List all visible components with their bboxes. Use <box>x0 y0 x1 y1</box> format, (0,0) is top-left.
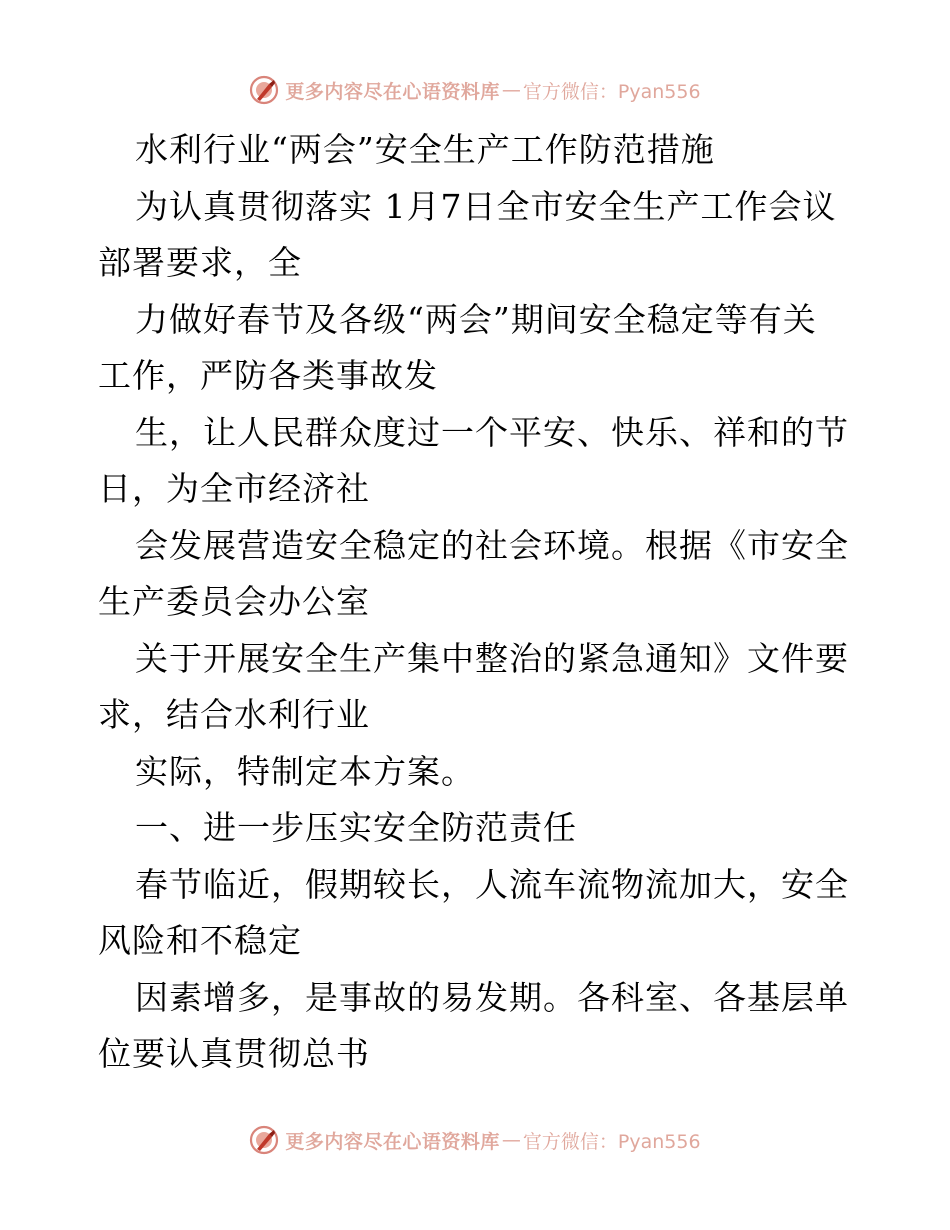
text-line: 力做好春节及各级“两会”期间安全稳定等有关 <box>135 299 817 339</box>
header-banner <box>0 70 950 110</box>
document-body <box>98 122 858 1083</box>
banner-dash: — <box>501 79 521 101</box>
text-line: 工作，严防各类事故发 <box>98 356 438 395</box>
pen-nib-logo-icon <box>249 1125 279 1155</box>
text-line: 求，结合水利行业 <box>98 695 370 734</box>
text-line: 关于开展安全生产集中整治的紧急通知》文件要 <box>135 638 849 678</box>
text-line: 因素增多，是事故的易发期。各科室、各基层单 <box>135 977 849 1017</box>
text-line: 位要认真贯彻总书 <box>98 1034 370 1073</box>
text-line: 会发展营造安全稳定的社会环境。根据《市安全 <box>135 525 849 565</box>
text-line: 生，让人民群众度过一个平安、快乐、祥和的节 <box>135 412 849 452</box>
banner-dash: — <box>501 1129 521 1151</box>
text-line: 风险和不稳定 <box>98 921 302 960</box>
text-line: 生产委员会办公室 <box>98 582 370 621</box>
text-line: 为认真贯彻落实 1月7日全市安全生产工作会议 <box>135 186 837 226</box>
banner-contact: 官方微信：Pyan556 <box>522 80 701 103</box>
text-line: 春节临近，假期较长，人流车流物流加大，安全 <box>135 864 849 904</box>
pen-nib-logo-icon <box>249 75 279 105</box>
document-title: 水利行业“两会”安全生产工作防范措施 <box>135 130 715 169</box>
section-heading: 一、进一步压实安全防范责任 <box>135 808 577 847</box>
banner-title: 更多内容尽在心语资料库 <box>285 80 500 103</box>
banner-title: 更多内容尽在心语资料库 <box>285 1130 500 1153</box>
banner-contact: 官方微信：Pyan556 <box>522 1130 701 1153</box>
footer-banner <box>0 1120 950 1160</box>
text-line: 部署要求，全 <box>98 243 302 282</box>
text-line: 实际，特制定本方案。 <box>135 751 475 791</box>
text-line: 日，为全市经济社 <box>98 469 370 508</box>
